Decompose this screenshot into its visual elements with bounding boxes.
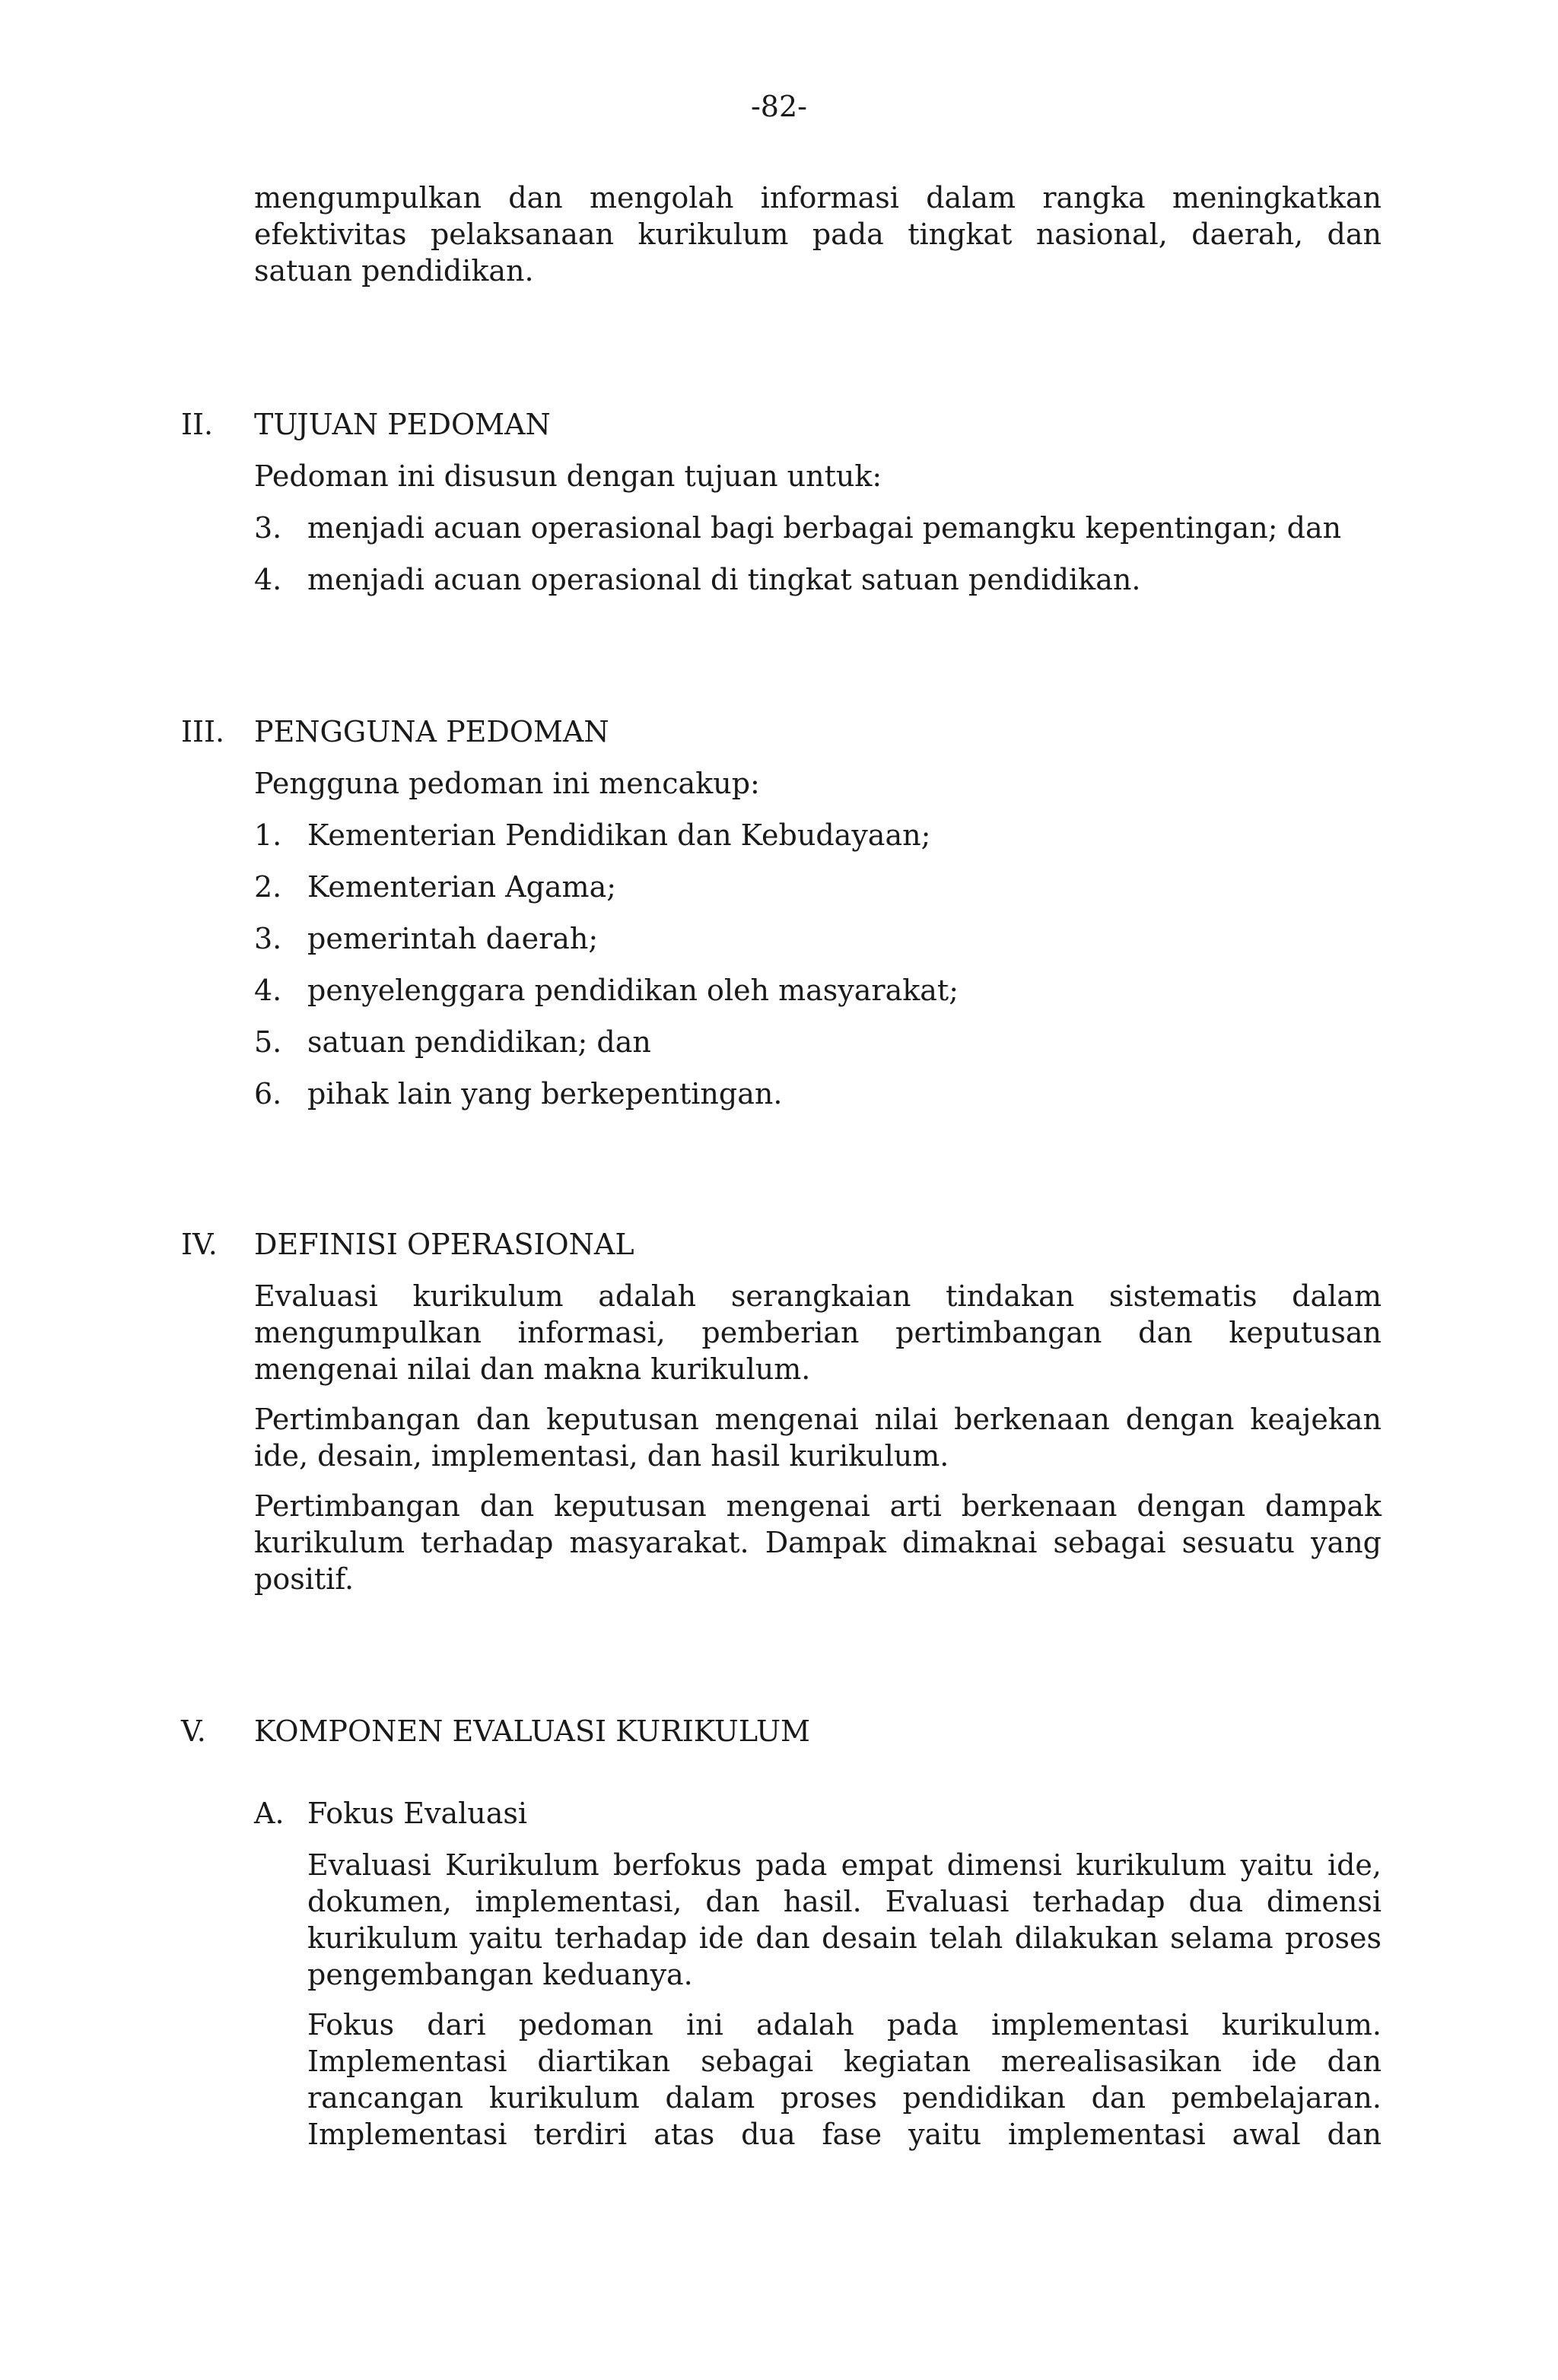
subsection-a-letter: A.: [254, 1797, 285, 1830]
section-3-item-text: satuan pendidikan; dan: [307, 1025, 651, 1059]
section-3-item-number: 5.: [254, 1025, 282, 1059]
section-3-item-text: pemerintah daerah;: [307, 922, 599, 955]
section-3-item-number: 3.: [254, 922, 282, 955]
section-2-item-text: menjadi acuan operasional bagi berbagai pemangku kepentingan; dan: [307, 511, 1342, 545]
section-3-lead: Pengguna pedoman ini mencakup:: [254, 767, 760, 800]
section-3-item-number: 2.: [254, 870, 282, 904]
section-3-item-text: penyelenggara pendidikan oleh masyarakat;: [307, 974, 959, 1007]
section-4-paragraph: Pertimbangan dan keputusan mengenai nilai berkenaan dengan keajekan ide, desain, implementasi, dan hasil kurikulum.: [254, 1403, 1382, 1473]
section-4-title: DEFINISI OPERASIONAL: [254, 1228, 634, 1261]
section-5-numeral: V.: [181, 1714, 206, 1748]
section-2-title: TUJUAN PEDOMAN: [254, 408, 551, 441]
section-3-item-number: 4.: [254, 974, 282, 1007]
section-4-paragraph: Evaluasi kurikulum adalah serangkaian tindakan sistematis dalam mengumpulkan informasi, pemberian pertimbangan dan keputusan mengenai nilai dan makna kurikulum.: [254, 1279, 1382, 1386]
section-3-numeral: III.: [181, 715, 225, 748]
section-3-item-text: Kementerian Agama;: [307, 870, 617, 904]
subsection-a-title: Fokus Evaluasi: [307, 1797, 528, 1830]
section-4-numeral: IV.: [181, 1228, 218, 1261]
section-3-item-number: 1.: [254, 818, 282, 852]
section-2-lead: Pedoman ini disusun dengan tujuan untuk:: [254, 459, 882, 493]
subsection-a-paragraph: Fokus dari pedoman ini adalah pada implementasi kurikulum. Implementasi diartikan sebagai kegiatan merealisasikan ide dan rancangan kurikulum dalam proses pendidikan dan pembelajaran. Implementasi terdiri atas dua fase yaitu implementasi awal dan: [307, 2008, 1382, 2151]
section-2-item-number: 3.: [254, 511, 282, 545]
subsection-a-paragraph: Evaluasi Kurikulum berfokus pada empat dimensi kurikulum yaitu ide, dokumen, implementasi, dan hasil. Evaluasi terhadap dua dimensi kurikulum yaitu terhadap ide dan desain telah dilakukan selama proses pengembangan keduanya.: [307, 1848, 1382, 1991]
section-2-item-number: 4.: [254, 563, 282, 596]
section-2-numeral: II.: [181, 408, 214, 441]
section-3-item-text: Kementerian Pendidikan dan Kebudayaan;: [307, 818, 931, 852]
section-3-item-number: 6.: [254, 1077, 282, 1111]
section-5-title: KOMPONEN EVALUASI KURIKULUM: [254, 1714, 810, 1748]
page-number: -82-: [750, 90, 808, 123]
section-3-item-text: pihak lain yang berkepentingan.: [307, 1077, 783, 1111]
section-4-paragraph: Pertimbangan dan keputusan mengenai arti berkenaan dengan dampak kurikulum terhadap masyarakat. Dampak dimaknai sebagai sesuatu yang positif.: [254, 1489, 1382, 1596]
section-3-title: PENGGUNA PEDOMAN: [254, 715, 609, 748]
section-2-item-text: menjadi acuan operasional di tingkat satuan pendidikan.: [307, 563, 1141, 596]
intro-paragraph: mengumpulkan dan mengolah informasi dalam rangka meningkatkan efektivitas pelaksanaan kurikulum pada tingkat nasional, daerah, dan satuan pendidikan.: [254, 181, 1382, 288]
